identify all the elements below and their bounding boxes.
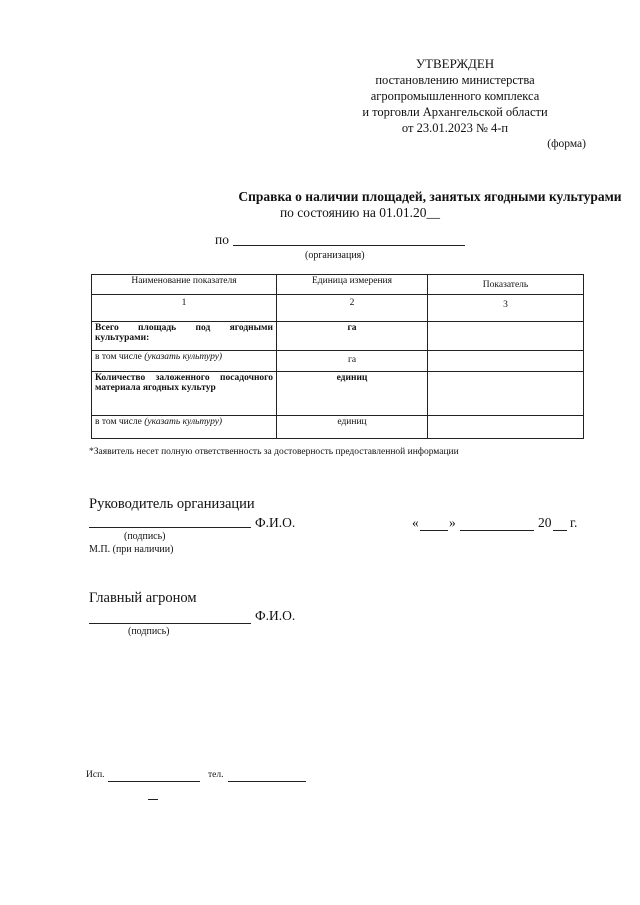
approval-line-2: агропромышленного комплекса	[370, 89, 540, 103]
table-number-row	[92, 295, 584, 322]
form-label: (форма)	[547, 138, 586, 150]
table-header-cell: Наименование показателя	[92, 275, 277, 295]
table-header-cell: Показатель	[428, 275, 584, 295]
row-name-prefix: в том числе	[95, 352, 145, 362]
approval-line-1: постановлению министерства	[375, 73, 535, 87]
document-title: Справка о наличии площадей, занятых ягодными культурами	[238, 189, 622, 204]
head-org-fio: Ф.И.О.	[255, 515, 296, 530]
phone-line[interactable]	[228, 781, 306, 782]
organization-field-line[interactable]	[233, 245, 465, 246]
date-close-quote: »	[449, 515, 456, 530]
table-row	[92, 322, 584, 351]
row-name-cell: Всего площадь под ягодными культурами:	[92, 322, 277, 351]
head-org-signature-line[interactable]	[89, 527, 251, 528]
row-name-cell	[92, 351, 277, 372]
table-number-cell: 3	[428, 295, 584, 322]
organization-caption: (организация)	[305, 250, 365, 261]
table-row	[92, 416, 584, 439]
short-dash	[148, 799, 158, 800]
document-subtitle: по состоянию на 01.01.20__	[279, 205, 441, 220]
approval-line-3: и торговли Архангельской области	[362, 105, 548, 119]
row-unit-cell: единиц	[277, 372, 428, 416]
row-value-cell[interactable]	[428, 416, 584, 439]
table-row	[92, 372, 584, 416]
executor-line[interactable]	[108, 781, 200, 782]
head-org-title: Руководитель организации	[89, 496, 255, 512]
table-number-cell: 1	[92, 295, 277, 322]
table-number-cell: 2	[277, 295, 428, 322]
executor-label: Исп.	[86, 770, 105, 780]
agronomist-signature-caption: (подпись)	[128, 626, 170, 637]
po-label: по	[215, 232, 229, 247]
date-open-quote: «	[412, 515, 419, 530]
row-name-cell	[92, 416, 277, 439]
disclaimer-note: *Заявитель несет полную ответственность за достоверность предоставленной информации	[89, 447, 459, 457]
approval-head: УТВЕРЖДЕН	[415, 56, 495, 71]
row-name-italic: (указать культуру)	[144, 417, 223, 427]
row-name-cell: Количество заложенного посадочного материала ягодных культур	[92, 372, 277, 416]
table-header-row	[92, 275, 584, 295]
approval-block	[340, 56, 570, 136]
head-org-signature-caption: (подпись)	[124, 531, 166, 542]
date-month-line[interactable]	[460, 530, 534, 531]
row-value-cell[interactable]	[428, 351, 584, 372]
table-row	[92, 351, 584, 372]
date-year-prefix: 20	[538, 515, 552, 530]
table-header-cell: Единица измерения	[277, 275, 428, 295]
row-unit-cell: га	[277, 351, 428, 372]
stamp-label: М.П. (при наличии)	[89, 544, 174, 555]
agronomist-signature-line[interactable]	[89, 623, 251, 624]
row-unit-cell: единиц	[277, 416, 428, 439]
date-suffix: г.	[570, 515, 578, 530]
agronomist-fio: Ф.И.О.	[255, 608, 296, 623]
row-value-cell[interactable]	[428, 322, 584, 351]
agronomist-title: Главный агроном	[89, 590, 197, 606]
row-name-prefix: в том числе	[95, 417, 145, 427]
indicators-table	[91, 274, 584, 439]
row-value-cell[interactable]	[428, 372, 584, 416]
row-name-italic: (указать культуру)	[144, 352, 223, 362]
phone-label: тел.	[208, 770, 224, 780]
date-year-line[interactable]	[553, 530, 567, 531]
approval-line-4: от 23.01.2023 № 4-п	[401, 121, 509, 135]
row-unit-cell: га	[277, 322, 428, 351]
date-day-line[interactable]	[420, 530, 448, 531]
